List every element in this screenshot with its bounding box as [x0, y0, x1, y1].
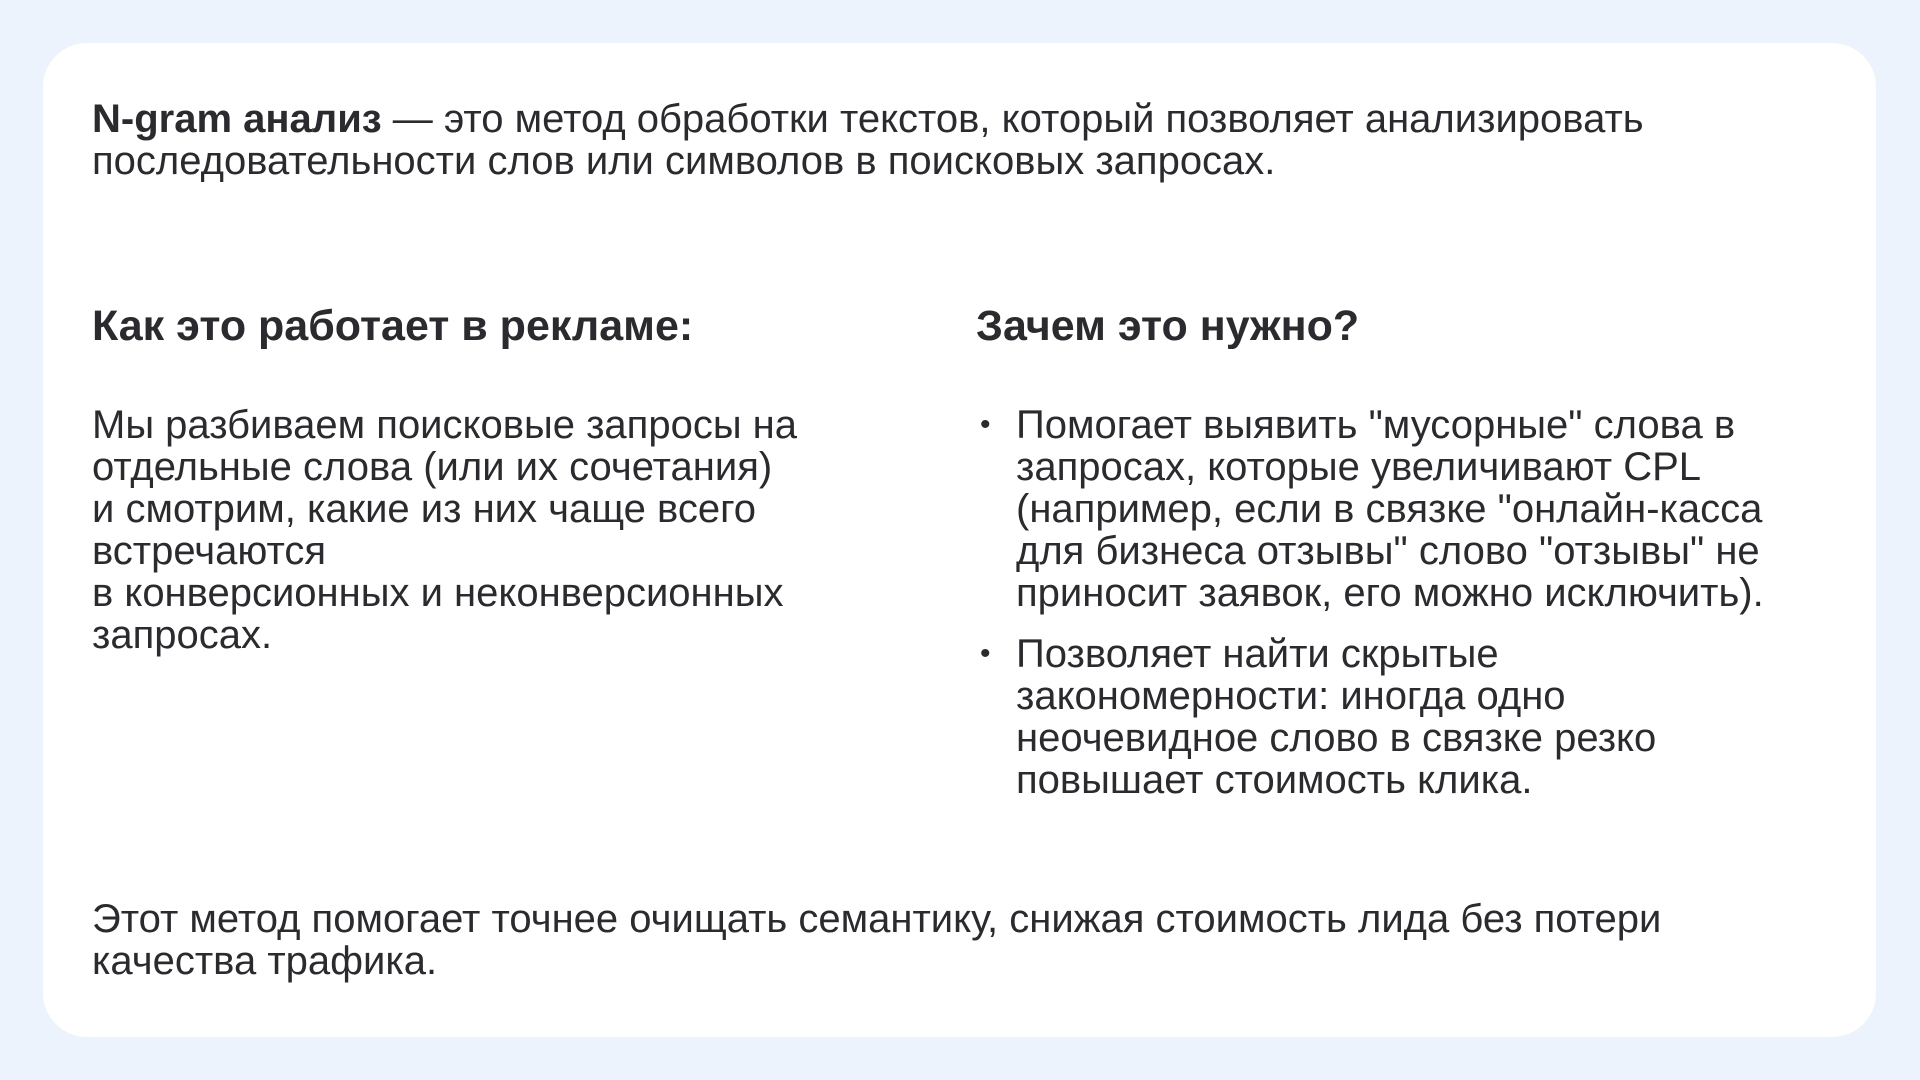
left-text-line: в конверсионных и неконверсионных: [92, 571, 784, 615]
right-column-title: Зачем это нужно?: [976, 302, 1360, 350]
conclusion-line2: качества трафика.: [92, 939, 438, 983]
list-item-line: закономерности: иногда одно: [1016, 674, 1566, 718]
intro-term: N-gram анализ: [92, 97, 382, 141]
intro-text-line2: последовательности слов или символов в поисковых запросах.: [92, 139, 1276, 183]
reasons-list: [976, 404, 1856, 801]
left-column-text: [92, 404, 882, 656]
left-text-line: встречаются: [92, 529, 327, 573]
left-text-line: Мы разбиваем поисковые запросы на: [92, 403, 798, 447]
list-item-line: повышает стоимость клика.: [1016, 758, 1533, 802]
intro-paragraph: [92, 98, 1812, 182]
list-item-line: запросах, которые увеличивают CPL: [1016, 445, 1701, 489]
conclusion-paragraph: [92, 898, 1852, 982]
conclusion-line1: Этот метод помогает точнее очищать семантику, снижая стоимость лида без потери: [92, 897, 1662, 941]
list-item-line: приносит заявок, его можно исключить).: [1016, 571, 1764, 615]
intro-text-line1: — это метод обработки текстов, который позволяет анализировать: [381, 97, 1644, 141]
bullet-icon: •: [980, 408, 991, 441]
left-text-line: и смотрим, какие из них чаще всего: [92, 487, 757, 531]
list-item: [976, 404, 1856, 614]
left-text-line: запросах.: [92, 613, 273, 657]
list-item: [976, 633, 1856, 801]
list-item-line: (например, если в связке "онлайн-касса: [1016, 487, 1763, 531]
list-item-line: для бизнеса отзывы" слово "отзывы" не: [1016, 529, 1760, 573]
bullet-icon: •: [980, 637, 991, 670]
list-item-line: Позволяет найти скрытые: [1016, 632, 1499, 676]
content-card: [43, 43, 1876, 1037]
list-item-line: неочевидное слово в связке резко: [1016, 716, 1657, 760]
left-text-line: отдельные слова (или их сочетания): [92, 445, 773, 489]
left-column-title: Как это работает в рекламе:: [92, 302, 694, 350]
list-item-line: Помогает выявить "мусорные" слова в: [1016, 403, 1736, 447]
